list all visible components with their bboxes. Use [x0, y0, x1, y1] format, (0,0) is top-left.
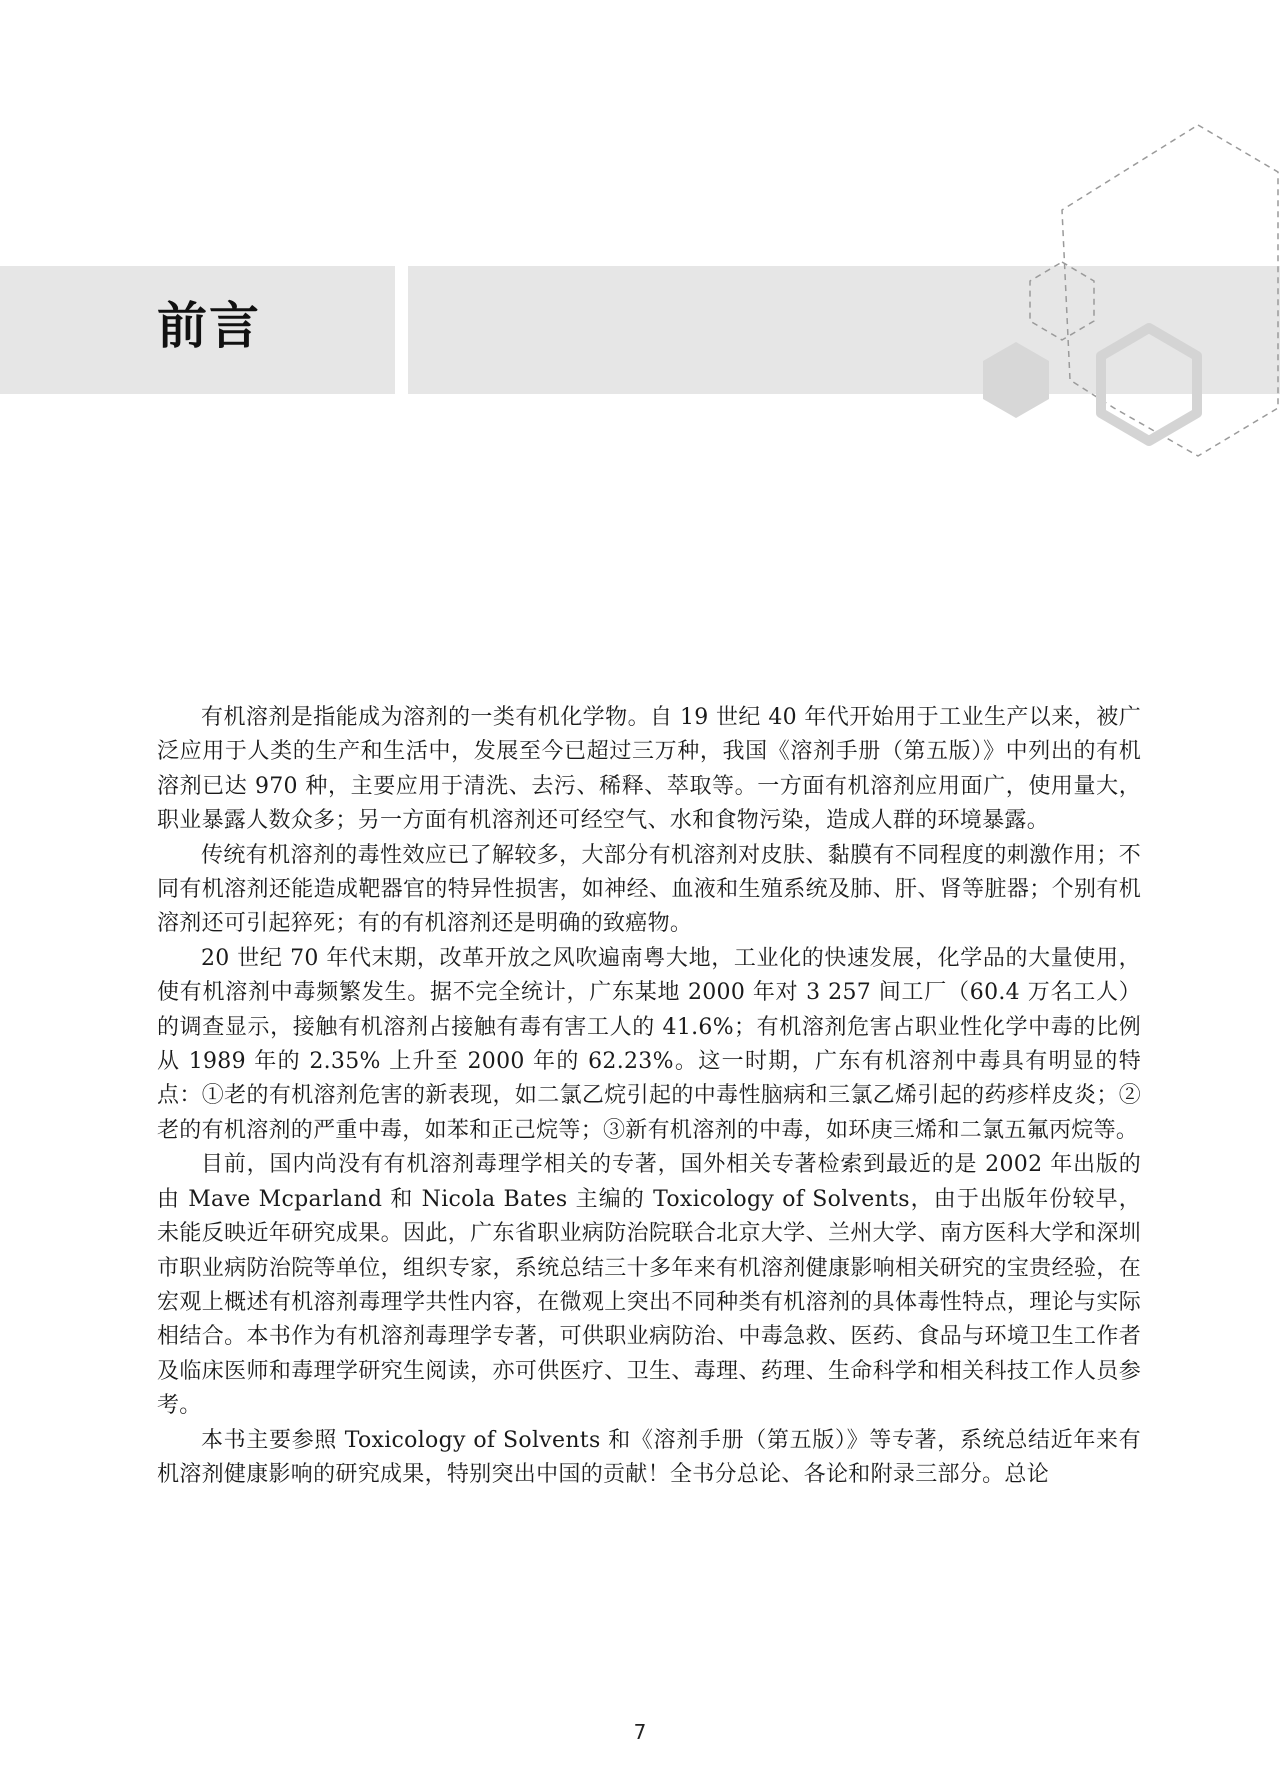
outline-hexagon [1101, 328, 1197, 441]
paragraph-4: 目前，国内尚没有有机溶剂毒理学相关的专著，国外相关专著检索到最近的是 2002 年出版的由 Mave Mcparland 和 Nicola Bates 主编的 Toxicology of Solvents，由于出版年份较早，未能反映近年研究成果。因此，广东省职业病防治院联合北京大学、兰州大学、南方医科大学和深圳市职业病防治院等单位，组织专家，系统总结三十多年来有机溶剂健康影响相关研究的宝贵经验，在宏观上概述有机溶剂毒理学共性内容，在微观上突出不同种类有机溶剂的具体毒性特点，理论与实际相结合。本书作为有机溶剂毒理学专著，可供职业病防治、中毒急救、医药、食品与环境卫生工作者及临床医师和毒理学研究生阅读，亦可供医疗、卫生、毒理、药理、生命科学和相关科技工作人员参考。 [157, 1152, 1141, 1419]
small-dashed-hexagon [1030, 262, 1094, 340]
paragraph-5: 本书主要参照 Toxicology of Solvents 和《溶剂手册（第五版）》等专著，系统总结近年来有机溶剂健康影响的研究成果，特别突出中国的贡献！全书分总论、各论和附录三部分。总论 [157, 1427, 1141, 1487]
solid-hexagon [983, 342, 1049, 418]
page-title: 前言 [157, 297, 261, 355]
paragraph-1: 有机溶剂是指能成为溶剂的一类有机化学物。自 19 世纪 40 年代开始用于工业生产以来，被广泛应用于人类的生产和生活中，发展至今已超过三万种，我国《溶剂手册（第五版）》中列出的有机溶剂已达 970 种，主要应用于清洗、去污、稀释、萃取等。一方面有机溶剂应用面广，使用量大，职业暴露人数众多；另一方面有机溶剂还可经空气、水和食物污染，造成人群的环境暴露。 [157, 705, 1141, 834]
paragraph-2: 传统有机溶剂的毒性效应已了解较多，大部分有机溶剂对皮肤、黏膜有不同程度的刺激作用；不同有机溶剂还能造成靶器官的特异性损害，如神经、血液和生殖系统及肺、肝、肾等脏器；个别有机溶剂还可引起猝死；有的有机溶剂还是明确的致癌物。 [157, 842, 1141, 937]
page-number: 7 [633, 1720, 647, 1744]
preface-body [157, 701, 1141, 1492]
paragraph-3: 20 世纪 70 年代末期，改革开放之风吹遍南粤大地，工业化的快速发展，化学品的大量使用，使有机溶剂中毒频繁发生。据不完全统计，广东某地 2000 年对 3 257 间工厂（60.4 万名工人）的调查显示，接触有机溶剂占接触有毒有害工人的 41.6%；有机溶剂危害占职业性化学中毒的比例从 1989 年的 2.35% 上升至 2000 年的 62.23%。这一时期，广东有机溶剂中毒具有明显的特点：①老的有机溶剂危害的新表现，如二氯乙烷引起的中毒性脑病和三氯乙烯引起的药疹样皮炎；②老的有机溶剂的严重中毒，如苯和正己烷等；③新有机溶剂的中毒，如环庚三烯和二氯五氟丙烷等。 [157, 945, 1141, 1143]
hexagon-decoration [960, 115, 1280, 475]
